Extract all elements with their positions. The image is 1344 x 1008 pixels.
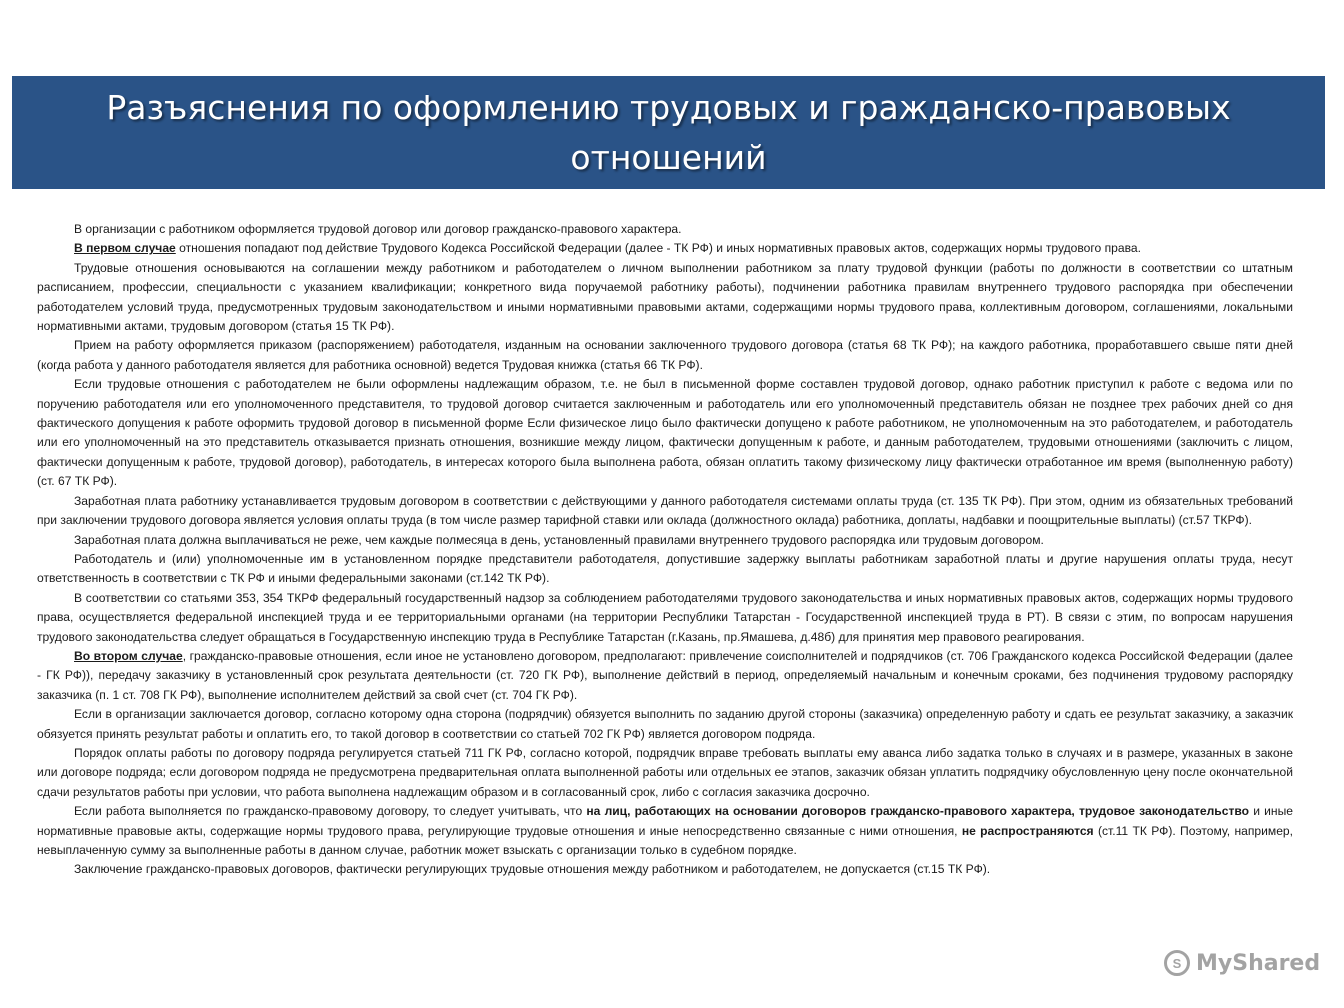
paragraph-second-case bbox=[37, 647, 1293, 705]
paragraph-prohibition: Заключение гражданско-правовых договоров, фактически регулирующих трудовые отношения между работником и работодателем, не допускается (ст.15 ТК РФ). bbox=[74, 862, 991, 877]
civil-contract-bold-a: на лиц, работающих на основании договоров гражданско-правового характера, трудовое законодательство bbox=[586, 804, 1250, 819]
civil-contract-text-b: и иные нормативные правовые акты, содержащие нормы трудового права, регулирующие трудовые отношения и иные непосредственно связанные с ними отношения, bbox=[37, 804, 1294, 838]
paragraph-intro: В организации с работником оформляется трудовой договор или договор гражданско-правового характера. bbox=[74, 222, 682, 236]
paragraph-hiring: Прием на работу оформляется приказом (распоряжением) работодателя, изданным на основании заключенного трудового договора (статья 68 ТК РФ); на каждого работника, проработавшего свыше пяти дней (когда работа у данного работодателя является для работника основной) ведется Трудовая книжка (статья 66 ТК РФ). bbox=[37, 338, 1293, 372]
watermark bbox=[1164, 950, 1320, 976]
second-case-heading: Во втором случае bbox=[74, 648, 183, 663]
paragraph-labor-relations: Трудовые отношения основываются на соглашении между работником и работодателем о личном выполнении работником за плату трудовой функции (работы по должности в соответствии со штатным расписанием, профессии, специальности с указанием квалификации; конкретного вида поручаемой работнику работы), подчинении работника правилам внутреннего трудового распорядка при обеспечении работодателем условий труда, предусмотренных трудовым законодательством и иными нормативными правовыми актами, содержащими нормы трудового права, коллективным договором, соглашениями, локальными нормативными актами, трудовым договором (статья 15 ТК РФ). bbox=[37, 260, 1293, 334]
paragraph-responsibility: Работодатель и (или) уполномоченные им в установленном порядке представители работодателя, допустившие задержку выплаты работникам заработной платы и другие нарушения оплаты труда, несут ответственность в соответствии с ТК РФ и иными федеральными законами (ст.142 ТК РФ). bbox=[37, 551, 1293, 586]
civil-contract-bold-b: не распространяются bbox=[961, 823, 1094, 838]
page-title: Разъяснения по оформлению трудовых и гражданско-правовых отношений bbox=[106, 87, 1231, 177]
document-body bbox=[37, 220, 1293, 880]
civil-contract-text-a: Если работа выполняется по гражданско-правовому договору, то следует учитывать, что bbox=[74, 804, 587, 819]
myshared-logo-icon: S bbox=[1164, 950, 1190, 976]
paragraph-salary: Заработная плата работнику устанавливается трудовым договором в соответствии с действующими у данного работодателя системами оплаты труда (ст. 135 ТК РФ). При этом, одним из обязательных требований при заключении трудового договора является условия оплаты труда (в том числе размер тарифной ставки или оклада (должностного оклада) работника, доплаты, надбавки и поощрительные выплаты) (ст.57 ТКРФ). bbox=[37, 493, 1293, 528]
paragraph-first-case bbox=[37, 239, 1293, 258]
first-case-text: отношения попадают под действие Трудового Кодекса Российской Федерации (далее - ТК РФ) и иных нормативных правовых актов, содержащих нормы трудового права. bbox=[175, 241, 1141, 256]
paragraph-payment-order: Порядок оплаты работы по договору подряда регулируется статьей 711 ГК РФ, согласно которой, подрядчик вправе требовать выплаты ему аванса либо задатка только в случаях и в размере, указанных в законе или договоре подряда; если договором подряда не предусмотрена предварительная оплата выполненной работы или отдельных ее этапов, заказчик обязан уплатить подрядчику обусловленную цену после окончательной сдачи результатов работы при условии, что работа выполнена надлежащим образом и в согласованный срок, либо с согласия заказчика досрочно. bbox=[37, 745, 1293, 799]
paragraph-improper-registration: Если трудовые отношения с работодателем не были оформлены надлежащим образом, т.е. не был в письменной форме составлен трудовой договор, однако работник приступил к работе с ведома или по поручению работодателя или его уполномоченного представителя, то трудовой договор считается заключенным и работодатель или его уполномоченный представитель обязан не позднее трех рабочих дней со дня фактического допущения к работе оформить трудовой договор в письменной форме Если физическое лицо было фактически допущено к работе работником, не уполномоченным на это работодателем, и работодатель или его уполномоченный на это представитель отказывается признать отношения, возникшие между лицом, фактически допущенным к работе, и данным работодателем, трудовыми отношениями (заключить с лицом, фактически допущенным к работе, трудовой договор), работодатель, в интересах которого была выполнена работа, обязан оплатить такому физическому лицу фактически отработанное им время (выполненную работу) (ст. 67 ТК РФ). bbox=[37, 377, 1293, 489]
title-banner bbox=[12, 76, 1325, 189]
civil-contract-text-c: (ст.11 ТК РФ). Поэтому, например, невыплаченную сумму за выполненные работы в данном случае, работник может взыскать с организации только в судебном порядке. bbox=[37, 823, 1294, 857]
paragraph-civil-contract bbox=[37, 802, 1293, 860]
paragraph-inspection: В соответствии со статьями 353, 354 ТКРФ федеральный государственный надзор за соблюдением работодателями трудового законодательства и иных нормативных правовых актов, содержащих нормы трудового права, осуществляется федеральной инспекцией труда и ее территориальными органами (на территории Республики Татарстан - Государственной инспекцией труда в РТ). В связи с этим, по вопросам нарушения трудового законодательства следует обращаться в Государственную инспекцию труда в Республике Татарстан (г.Казань, пр.Ямашева, д.48б) для принятия мер правового реагирования. bbox=[37, 590, 1293, 644]
watermark-text: MyShared bbox=[1196, 950, 1321, 976]
second-case-text: , гражданско-правовые отношения, если иное не установлено договором, предполагают: привлечение соисполнителей и подрядчиков (ст. 706 Гражданского кодекса Российской Федерации (далее - ГК РФ)), передачу заказчику в установленный срок результата деятельности (ст. 720 ГК РФ), выполнение действий в период, определяемый начальным и конечным сроками, без подчинения трудовому распорядку заказчика (п. 1 ст. 708 ГК РФ), выполнение исполнителем действий за свой счет (ст. 704 ГК РФ). bbox=[37, 648, 1293, 702]
first-case-heading: В первом случае bbox=[74, 241, 176, 256]
paragraph-contract-work: Если в организации заключается договор, согласно которому одна сторона (подрядчик) обязуется выполнить по заданию другой стороны (заказчика) определенную работу и сдать ее результат заказчику, а заказчик обязуется принять результат работы и оплатить его, то такой договор в соответствии со статьей 702 ГК РФ) является договором подряда. bbox=[37, 707, 1293, 741]
paragraph-salary-frequency: Заработная плата должна выплачиваться не реже, чем каждые полмесяца в день, установленный правилами внутреннего трудового распорядка или трудовым договором. bbox=[74, 532, 1044, 547]
